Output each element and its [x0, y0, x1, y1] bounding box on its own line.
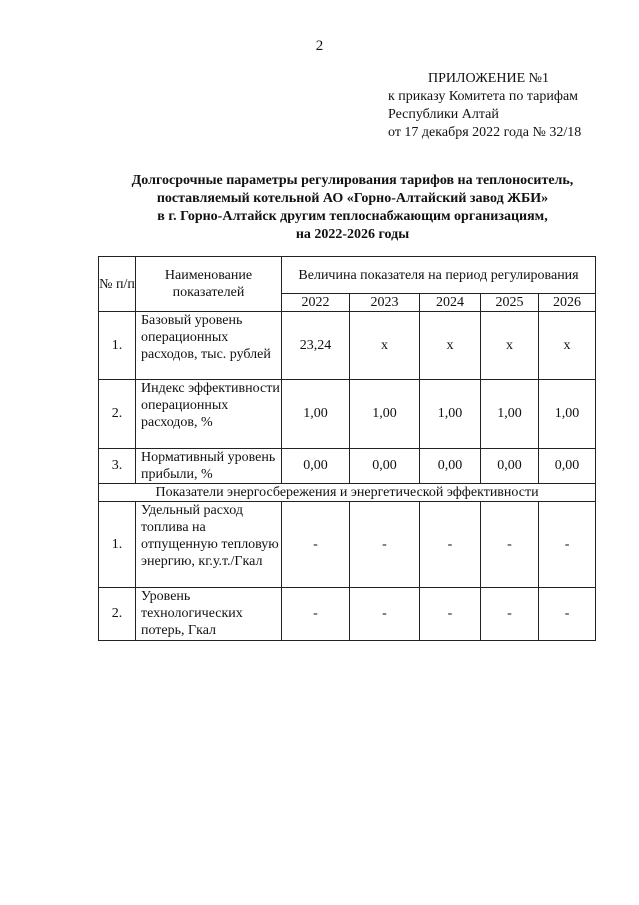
header-year: 2025 — [481, 294, 539, 312]
row-num: 1. — [99, 312, 136, 380]
row-value: 0,00 — [350, 449, 420, 484]
row-value: - — [539, 588, 596, 641]
row-value: 0,00 — [282, 449, 350, 484]
appendix-line-3: от 17 декабря 2022 года № 32/18 — [388, 125, 582, 140]
row-value: 1,00 — [282, 380, 350, 449]
row-value: х — [350, 312, 420, 380]
row-num: 3. — [99, 449, 136, 484]
header-year: 2024 — [420, 294, 481, 312]
row-num: 2. — [99, 380, 136, 449]
row-value: 23,24 — [282, 312, 350, 380]
row-value: х — [420, 312, 481, 380]
row-value: 0,00 — [481, 449, 539, 484]
row-value: х — [539, 312, 596, 380]
table-row — [99, 449, 596, 484]
header-year: 2022 — [282, 294, 350, 312]
row-value: - — [481, 588, 539, 641]
header-year: 2023 — [350, 294, 420, 312]
row-value: х — [481, 312, 539, 380]
row-value: 1,00 — [481, 380, 539, 449]
title-line-3: в г. Горно-Алтайск другим теплоснабжающим организациям, — [157, 209, 548, 224]
table-row — [99, 380, 596, 449]
row-value: - — [420, 502, 481, 588]
row-value: - — [539, 502, 596, 588]
row-num: 2. — [99, 588, 136, 641]
appendix-title: ПРИЛОЖЕНИЕ №1 — [428, 71, 549, 86]
header-year: 2026 — [539, 294, 596, 312]
row-value: 0,00 — [420, 449, 481, 484]
row-value: 0,00 — [539, 449, 596, 484]
row-name: Удельный расход топлива на отпущенную тепловую энергию, кг.у.т./Гкал — [136, 502, 282, 588]
row-name: Индекс эффективности операционных расходов, % — [136, 380, 282, 449]
page-number: 2 — [315, 38, 324, 54]
row-value: - — [481, 502, 539, 588]
row-name: Нормативный уровень прибыли, % — [136, 449, 282, 484]
row-value: 1,00 — [539, 380, 596, 449]
appendix-block — [388, 70, 581, 142]
section-heading: Показатели энергосбережения и энергетической эффективности — [99, 484, 596, 502]
row-name: Базовый уровень операционных расходов, тыс. рублей — [136, 312, 282, 380]
row-name: Уровень технологических потерь, Гкал — [136, 588, 282, 641]
appendix-line-1: к приказу Комитета по тарифам — [388, 89, 579, 104]
row-value: - — [282, 588, 350, 641]
row-num: 1. — [99, 502, 136, 588]
parameters-table — [98, 256, 596, 641]
appendix-line-2: Республики Алтай — [388, 107, 499, 122]
title-line-2: поставляемый котельной АО «Горно-Алтайский завод ЖБИ» — [156, 191, 549, 206]
table-row — [99, 312, 596, 380]
table-row — [99, 502, 596, 588]
header-period: Величина показателя на период регулирования — [282, 257, 596, 294]
row-value: 1,00 — [350, 380, 420, 449]
row-value: - — [350, 588, 420, 641]
row-value: - — [282, 502, 350, 588]
row-value: 1,00 — [420, 380, 481, 449]
header-row — [99, 257, 596, 294]
table-row — [99, 588, 596, 641]
row-value: - — [350, 502, 420, 588]
header-num: № п/п — [99, 257, 136, 312]
title-line-4: на 2022-2026 годы — [295, 227, 410, 242]
title-line-1: Долгосрочные параметры регулирования тарифов на теплоноситель, — [131, 173, 574, 188]
header-name: Наименование показателей — [136, 257, 282, 312]
row-value: - — [420, 588, 481, 641]
section-row — [99, 484, 596, 502]
document-title — [100, 172, 605, 244]
